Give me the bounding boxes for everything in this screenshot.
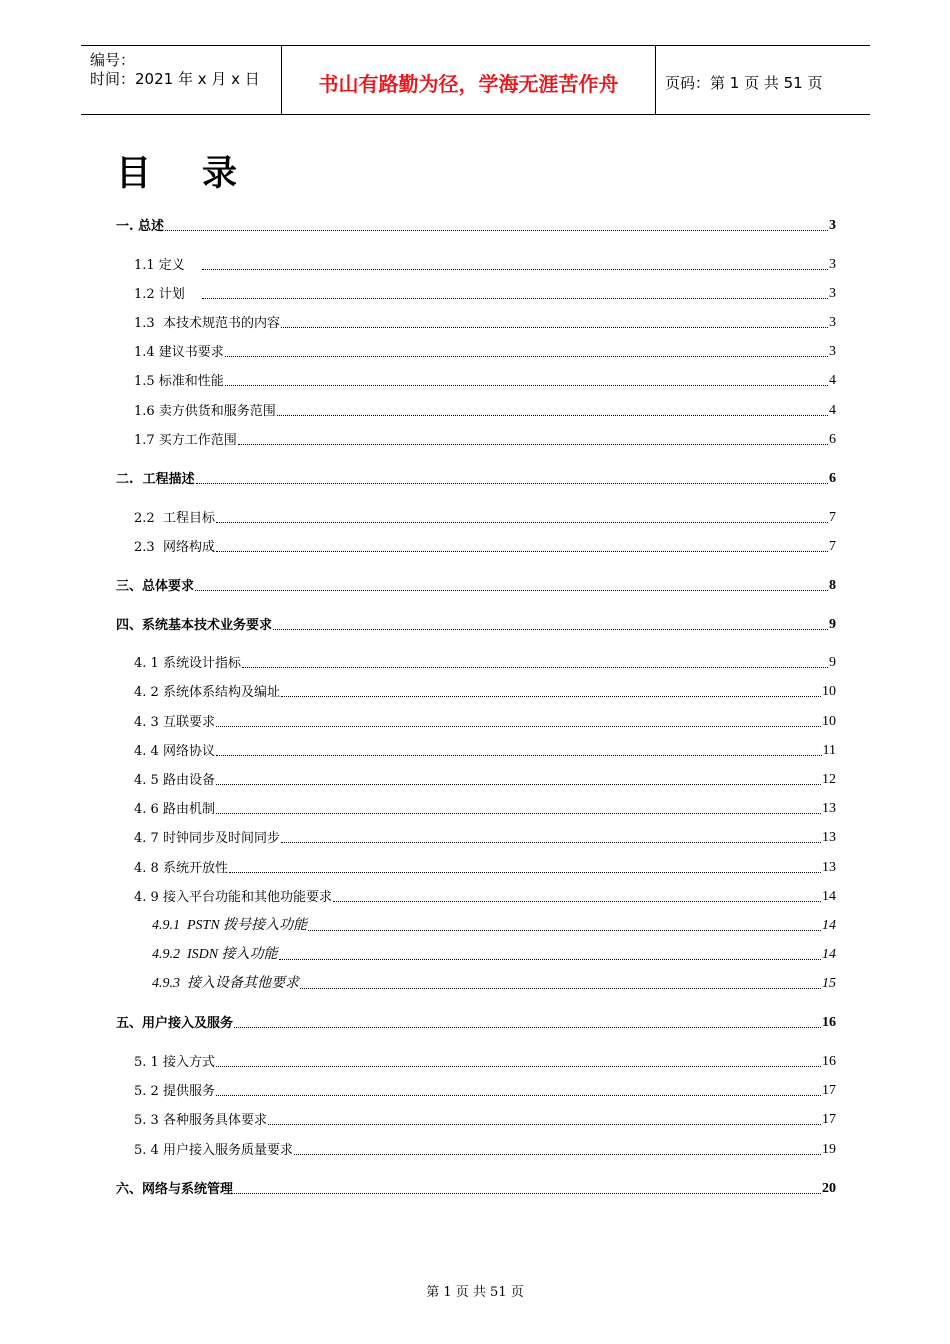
toc-entry-page-number: 7 [829, 539, 836, 554]
toc-entry-label: 1.2 计划 [134, 287, 202, 302]
toc-entry-label: 1.7 买方工作范围 [134, 433, 237, 448]
toc-entry[interactable] [152, 943, 836, 963]
toc-entry-label: 2.2 工程目标 [134, 511, 215, 526]
toc-entry-page-number: 8 [829, 578, 836, 593]
toc-entry-label: 5. 2 提供服务 [134, 1084, 215, 1099]
toc-entry[interactable] [134, 885, 836, 905]
toc-entry-page-number: 13 [822, 860, 836, 875]
toc-dot-leader [279, 958, 821, 960]
toc-entry-label: 六、网络与系统管理 [116, 1182, 234, 1197]
toc-entry-label: 4. 2 系统体系结构及编址 [134, 685, 280, 700]
toc-entry[interactable] [134, 768, 836, 788]
toc-entry[interactable] [134, 311, 836, 331]
page-header [81, 45, 870, 115]
toc-entry-page-number: 9 [829, 655, 836, 670]
toc-entry[interactable] [134, 1050, 836, 1070]
toc-entry-page-number: 9 [829, 617, 836, 632]
toc-dot-leader [273, 628, 828, 630]
toc-entry[interactable] [134, 797, 836, 817]
toc-dot-leader [268, 1123, 821, 1125]
header-page-info: 页码：第 1 页 共 51 页 [665, 74, 823, 92]
toc-dot-leader [216, 725, 821, 727]
toc-entry-label: 1.4 建议书要求 [134, 345, 224, 360]
toc-entry-page-number: 16 [822, 1054, 836, 1069]
page-footer: 第 1 页 共 51 页 [426, 1285, 524, 1300]
toc-entry-page-number: 13 [822, 830, 836, 845]
toc-entry-label: 4. 1 系统设计指标 [134, 656, 241, 671]
toc-entry-label: 4.9.1 PSTN 拨号接入功能 [152, 918, 308, 933]
toc-entry-label: 1.6 卖方供货和服务范围 [134, 404, 276, 419]
toc-entry[interactable] [134, 1079, 836, 1099]
toc-entry-label: 4. 8 系统开放性 [134, 861, 228, 876]
toc-entry[interactable] [134, 253, 836, 273]
toc-entry-page-number: 13 [822, 801, 836, 816]
toc-entry-label: 4.9.2 ISDN 接入功能 [152, 947, 278, 962]
toc-entry-label: 5. 3 各种服务具体要求 [134, 1113, 267, 1128]
toc-dot-leader [333, 900, 821, 902]
header-left-cell [81, 46, 282, 114]
toc-entry[interactable] [134, 428, 836, 448]
toc-entry-page-number: 19 [822, 1142, 836, 1157]
toc-entry-label: 4. 9 接入平台功能和其他功能要求 [134, 890, 332, 905]
toc-entry-label: 五、用户接入及服务 [116, 1016, 234, 1031]
toc-dot-leader [195, 589, 828, 591]
toc-entry[interactable] [134, 282, 836, 302]
toc-dot-leader [281, 695, 821, 697]
header-center-cell [282, 46, 656, 114]
toc-entry-page-number: 3 [829, 257, 836, 272]
toc-dot-leader [229, 871, 821, 873]
toc-entry-label: 5. 4 用户接入服务质量要求 [134, 1143, 293, 1158]
toc-entry[interactable] [116, 1011, 836, 1031]
toc-entry-label: 一. 总述 [116, 219, 165, 234]
toc-dot-leader [277, 414, 828, 416]
toc-dot-leader [196, 482, 828, 484]
toc-entry-page-number: 4 [829, 373, 836, 388]
toc-entry[interactable] [134, 651, 836, 671]
toc-entry-page-number: 3 [829, 286, 836, 301]
toc-dot-leader [216, 550, 828, 552]
toc-dot-leader [216, 754, 822, 756]
toc-dot-leader [234, 1026, 821, 1028]
toc-dot-leader [202, 268, 828, 270]
toc-dot-leader [216, 1065, 821, 1067]
toc-dot-leader [281, 841, 821, 843]
toc-entry-label: 4. 6 路由机制 [134, 802, 215, 817]
toc-entry[interactable] [134, 535, 836, 555]
toc-entry-label: 三、总体要求 [116, 579, 195, 594]
toc-title: 目录 [116, 154, 289, 194]
toc-entry[interactable] [134, 506, 836, 526]
toc-dot-leader [216, 812, 821, 814]
toc-entry-page-number: 14 [822, 947, 836, 962]
toc-entry[interactable] [134, 826, 836, 846]
toc-entry[interactable] [116, 613, 836, 633]
toc-entry[interactable] [134, 680, 836, 700]
toc-entry[interactable] [134, 340, 836, 360]
toc-dot-leader [225, 384, 828, 386]
toc-entry-page-number: 14 [822, 889, 836, 904]
toc-dot-leader [300, 987, 821, 989]
toc-entry-label: 4.9.3 接入设备其他要求 [152, 976, 299, 991]
toc-dot-leader [308, 929, 821, 931]
toc-entry[interactable] [116, 1177, 836, 1197]
toc-entry[interactable] [134, 1108, 836, 1128]
toc-entry-label: 1.3 本技术规范书的内容 [134, 316, 280, 331]
toc-dot-leader [281, 326, 828, 328]
header-right-cell [656, 46, 870, 114]
document-date-label: 时间：2021 年 x 月 x 日 [90, 70, 260, 88]
toc-entry[interactable] [134, 1138, 836, 1158]
toc-dot-leader [238, 443, 828, 445]
toc-entry-page-number: 15 [822, 976, 836, 991]
header-motto: 书山有路勤为径，学海无涯苦作舟 [318, 72, 619, 96]
toc-entry-label: 2.3 网络构成 [134, 540, 215, 555]
toc-entry-page-number: 3 [829, 344, 836, 359]
toc-entry[interactable] [134, 739, 836, 759]
toc-entry-page-number: 4 [829, 403, 836, 418]
toc-entry-page-number: 10 [822, 684, 836, 699]
toc-entry-page-number: 16 [822, 1015, 836, 1030]
toc-entry-page-number: 20 [822, 1181, 836, 1196]
toc-dot-leader [234, 1192, 821, 1194]
toc-dot-leader [165, 229, 828, 231]
toc-entry-page-number: 7 [829, 510, 836, 525]
toc-entry-label: 4. 5 路由设备 [134, 773, 215, 788]
toc-entry-label: 4. 3 互联要求 [134, 715, 215, 730]
document-number-label: 编号： [90, 51, 136, 69]
toc-entry[interactable] [134, 710, 836, 730]
toc-dot-leader [294, 1153, 821, 1155]
toc-entry-label: 4. 7 时钟同步及时间同步 [134, 831, 280, 846]
toc-entry-label: 二. 工程描述 [116, 472, 195, 487]
toc-entry-label: 四、系统基本技术业务要求 [116, 618, 273, 633]
toc-entry[interactable] [116, 574, 836, 594]
toc-entry-page-number: 10 [822, 714, 836, 729]
toc-entry-page-number: 3 [829, 315, 836, 330]
toc-entry-page-number: 14 [822, 918, 836, 933]
toc-entry-label: 5. 1 接入方式 [134, 1055, 215, 1070]
toc-entry-page-number: 3 [829, 218, 836, 233]
toc-entry-label: 1.5 标准和性能 [134, 374, 224, 389]
toc-entry[interactable] [152, 972, 836, 992]
toc-entry[interactable] [134, 399, 836, 419]
toc-entry-page-number: 12 [822, 772, 836, 787]
toc-entry[interactable] [116, 214, 836, 234]
toc-entry-page-number: 17 [822, 1083, 836, 1098]
toc-entry-label: 4. 4 网络协议 [134, 744, 215, 759]
toc-entry[interactable] [134, 369, 836, 389]
toc-entry-page-number: 11 [822, 743, 836, 758]
toc-entry-page-number: 17 [822, 1112, 836, 1127]
toc-entry[interactable] [116, 467, 836, 487]
toc-entry-page-number: 6 [829, 432, 836, 447]
toc-dot-leader [216, 521, 828, 523]
toc-entry[interactable] [134, 856, 836, 876]
toc-entry[interactable] [152, 914, 836, 934]
toc-dot-leader [216, 1094, 821, 1096]
toc-entry-label: 1.1 定义 [134, 258, 202, 273]
toc-entry-page-number: 6 [829, 471, 836, 486]
toc-dot-leader [202, 297, 828, 299]
toc-dot-leader [225, 355, 828, 357]
toc-dot-leader [216, 783, 821, 785]
toc-dot-leader [242, 666, 828, 668]
